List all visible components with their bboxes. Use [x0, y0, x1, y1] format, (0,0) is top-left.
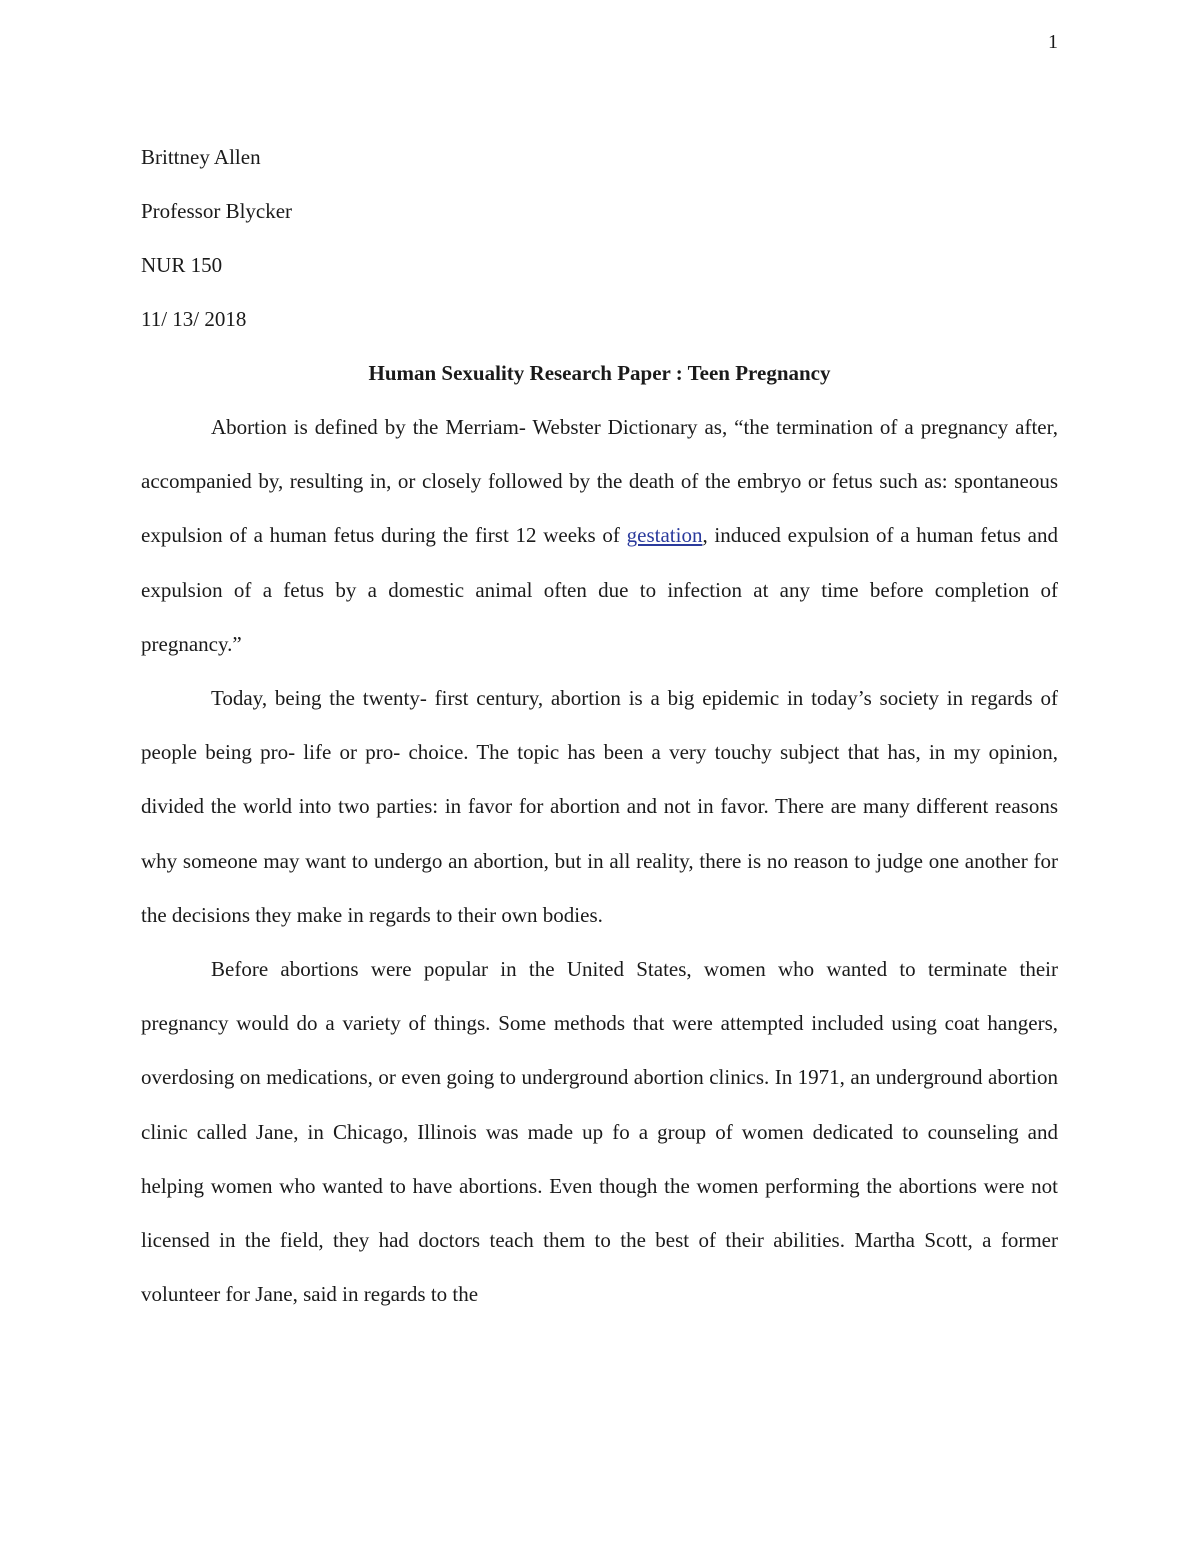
gestation-link[interactable]: gestation [626, 523, 703, 548]
document-body [141, 140, 1058, 1321]
paragraph-history: Before abortions were popular in the United States, women who wanted to terminate their pregnancy would do a variety of things. Some methods that were attempted included using coat hangers, overdosing on medications, or even going to underground abortion clinics. In 1971, an underground abortion clinic called Jane, in Chicago, Illinois was made up fo a group of women dedicated to counseling and helping women who wanted to have abortions. Even though the women performing the abortions were not licensed in the field, they had doctors teach them to the best of their abilities. Martha Scott, a former volunteer for Jane, said in regards to the [141, 957, 1058, 1307]
professor-name: Professor Blycker [141, 199, 293, 223]
paper-date: 11/ 13/ 2018 [141, 307, 247, 331]
paragraph-text: Abortion is defined by the Merriam- Webster Dictionary as, “the termination of a pregnancy after, accompanied by, resulting in, or closely followed by the death of the embryo or fetus such as: spontaneous expulsion of a human fetus during the first 12 weeks of [141, 415, 1058, 548]
paper-title: Human Sexuality Research Paper : Teen Pregnancy [368, 361, 831, 385]
paragraph-text: , induced expulsion of a human fetus and expulsion of a fetus by a domestic animal often due to infection at any time before completion of pregnancy.” [141, 523, 1058, 656]
paragraph-definition [141, 400, 1058, 671]
page-number: 1 [1048, 31, 1058, 53]
paragraph-today: Today, being the twenty- first century, abortion is a big epidemic in today’s society in regards of people being pro- life or pro- choice. The topic has been a very touchy subject that has, in my opinion, divided the world into two parties: in favor for abortion and not in favor. There are many different reasons why someone may want to undergo an abortion, but in all reality, there is no reason to judge one another for the decisions they make in regards to their own bodies. [141, 686, 1058, 927]
course-name: NUR 150 [141, 253, 223, 277]
author-name: Brittney Allen [141, 145, 261, 169]
